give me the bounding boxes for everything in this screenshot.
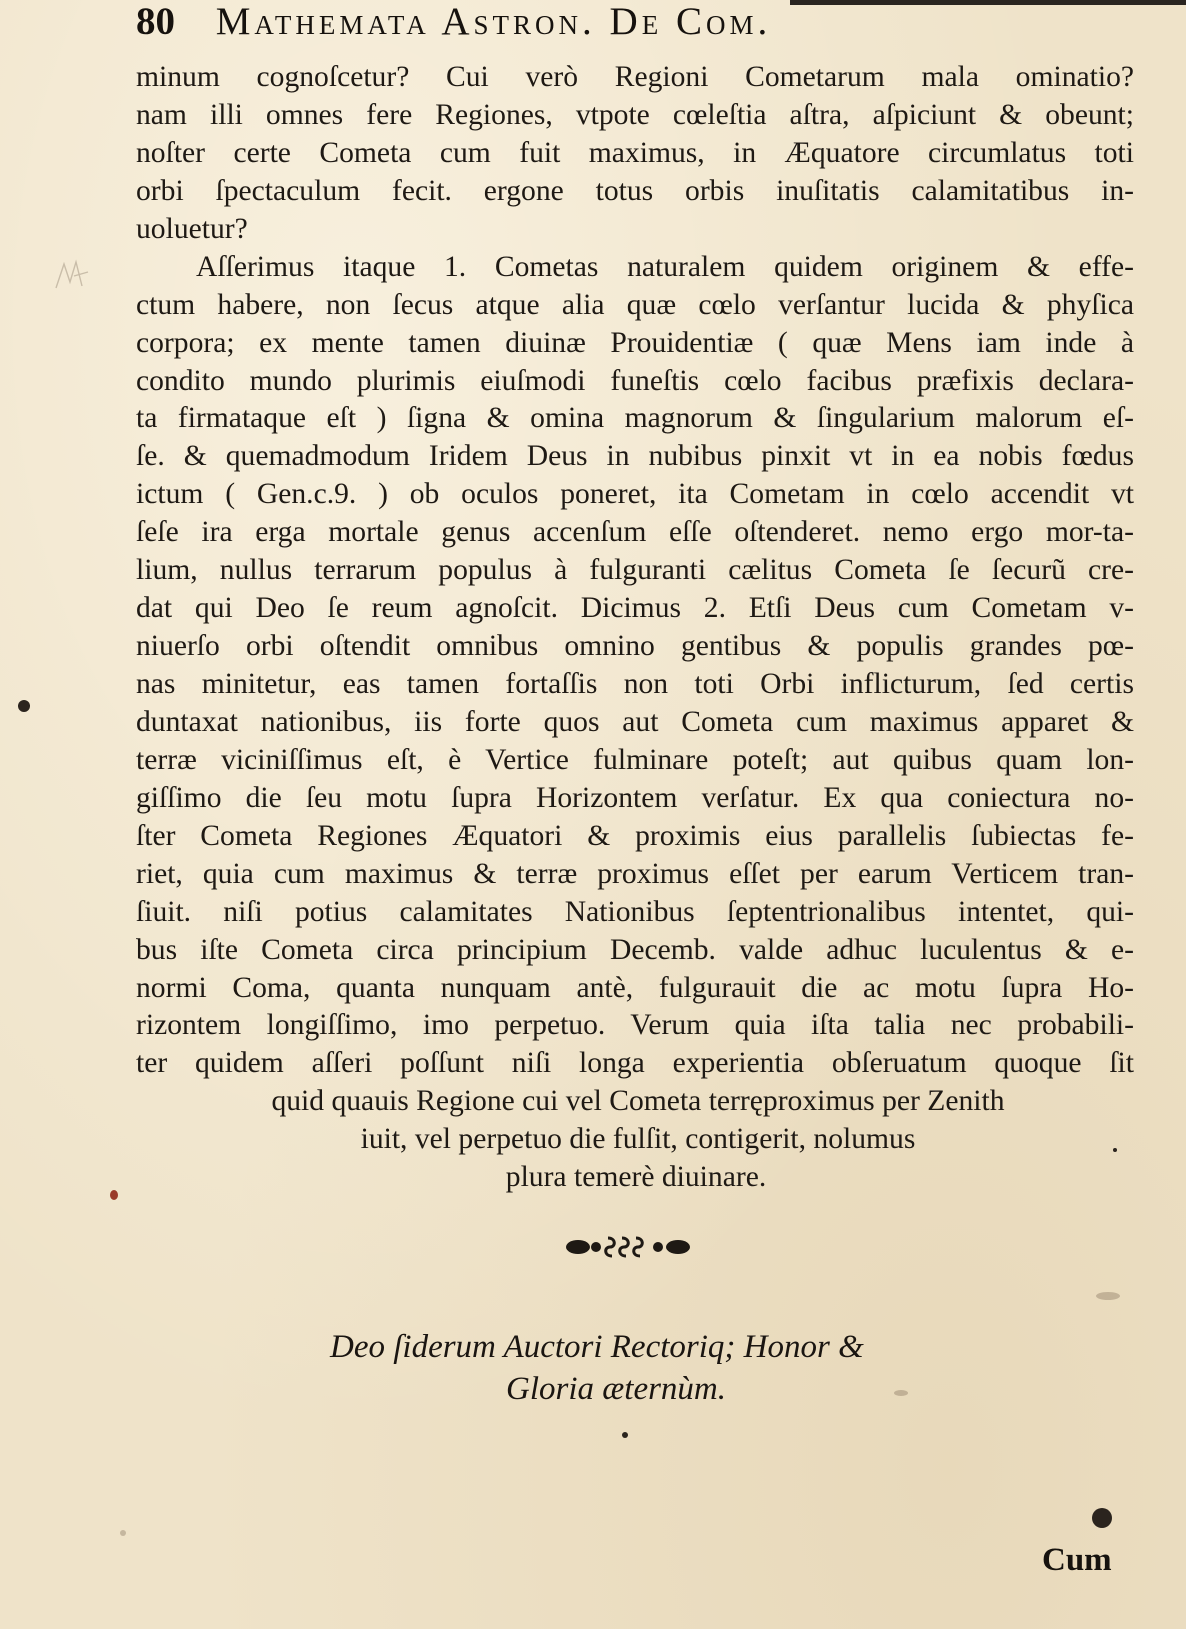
text-line: noſter certe Cometa cum fuit maximus, in Æquatore circumlatus toti xyxy=(136,136,1134,169)
text-line: orbi ſpectaculum fecit. ergone totus orbis inuſitatis calamitatibus in- xyxy=(136,174,1134,207)
text-line: nas minitetur, eas tamen fortaſſis non toti Orbi inflicturum, ſed certis xyxy=(136,668,1134,700)
running-head xyxy=(136,2,1036,42)
doxology-line: Gloria æternùm. xyxy=(506,1371,727,1407)
tapered-text-line: iuit, vel perpetuo die fulſit, contigerit, nolumus xyxy=(360,1123,916,1156)
text-line: bus iſte Cometa circa principium Decemb. valde adhuc luculentus & e- xyxy=(136,933,1134,966)
catchword: Cum xyxy=(1042,1542,1112,1578)
main-text-block xyxy=(136,59,1134,1197)
text-line: niuerſo orbi oſtendit omnibus omnino gentibus & populis grandes pœ- xyxy=(136,630,1134,663)
page-number: 80 xyxy=(136,0,175,43)
text-line: dat qui Deo ſe reum agnoſcit. Dicimus 2. Etſi Deus cum Cometam v- xyxy=(136,592,1134,625)
tapered-text-line: plura temerè diuinare. xyxy=(505,1161,767,1194)
doxology-line: Deo ſiderum Auctori Rectoriq; Honor & xyxy=(330,1329,864,1365)
running-title: Mathemata Astron. De Com. xyxy=(215,0,772,43)
text-line: uoluetur? xyxy=(136,212,248,245)
ink-speck xyxy=(1092,1508,1112,1528)
text-line: ſe. & quemadmodum Iridem Deus in nubibus pinxit vt in ea nobis fœdus xyxy=(136,440,1134,473)
text-line: ictum ( Gen.c.9. ) ob oculos poneret, ita Cometam in cœlo accendit vt xyxy=(136,478,1134,511)
ink-speck xyxy=(18,700,30,712)
foxing-mark xyxy=(120,1530,126,1536)
margin-scribble-mark xyxy=(52,258,92,294)
text-line: ter quidem aſſeri poſſunt niſi longa experientia obſeruatum quoque ſit xyxy=(136,1047,1134,1080)
ink-speck xyxy=(110,1190,118,1200)
text-line: ta firmataque eſt ) ſigna & omina magnorum & ſingularium malorum eſ- xyxy=(136,402,1134,435)
text-line: ſiuit. niſi potius calamitates Nationibus ſeptentrionalibus intentet, qui- xyxy=(136,895,1134,928)
text-line: giſſimo die ſeu motu ſupra Horizontem verſatur. Ex qua coniectura no- xyxy=(136,781,1134,814)
paragraph-start-line: Aſſerimus itaque 1. Cometas naturalem quidem originem & effe- xyxy=(196,250,1134,283)
text-line: rizontem longiſſimo, imo perpetuo. Verum quia iſta talia nec probabili- xyxy=(136,1009,1134,1042)
ornamental-divider-icon xyxy=(560,1232,700,1262)
foxing-mark xyxy=(1096,1292,1120,1300)
text-line: corpora; ex mente tamen diuinæ Prouidentiæ ( quæ Mens iam inde à xyxy=(136,326,1134,359)
text-line: lium, nullus terrarum populus à fulguranti cælitus Cometa ſe ſecurũ cre- xyxy=(136,554,1134,587)
text-line: ctum habere, non ſecus atque alia quæ cœlo verſantur lucida & phyſica xyxy=(136,288,1134,321)
text-line: ſter Cometa Regiones Æquatori & proximis eius parallelis ſubiectas fe- xyxy=(136,819,1134,852)
text-line: riet, quia cum maximus & terræ proximus eſſet per earum Verticem tran- xyxy=(136,857,1134,890)
closing-doxology xyxy=(330,1326,970,1410)
text-line: nam illi omnes fere Regiones, vtpote cœleſtia aſtra, aſpiciunt & obeunt; xyxy=(136,98,1134,131)
tapered-text-line: quid quauis Regione cui vel Cometa terręproximus per Zenith xyxy=(271,1085,1005,1118)
text-line: ſeſe ira erga mortale genus accenſum eſſe oſtenderet. nemo ergo mor-ta- xyxy=(136,516,1134,549)
foxing-mark xyxy=(894,1390,908,1396)
ink-speck xyxy=(1113,1148,1117,1152)
text-line: minum cognoſcetur? Cui verò Regioni Cometarum mala ominatio? xyxy=(136,61,1134,93)
ink-speck xyxy=(622,1432,628,1438)
text-line: normi Coma, quanta nunquam antè, fulgurauit die ac motu ſupra Ho- xyxy=(136,971,1134,1004)
text-line: terræ viciniſſimus eſt, è Vertice fulminare poteſt; aut quibus quam lon- xyxy=(136,743,1134,776)
text-line: duntaxat nationibus, iis forte quos aut Cometa cum maximus apparet & xyxy=(136,705,1134,738)
text-line: condito mundo plurimis eiuſmodi funeſtis cœlo facibus præfixis declara- xyxy=(136,364,1134,397)
